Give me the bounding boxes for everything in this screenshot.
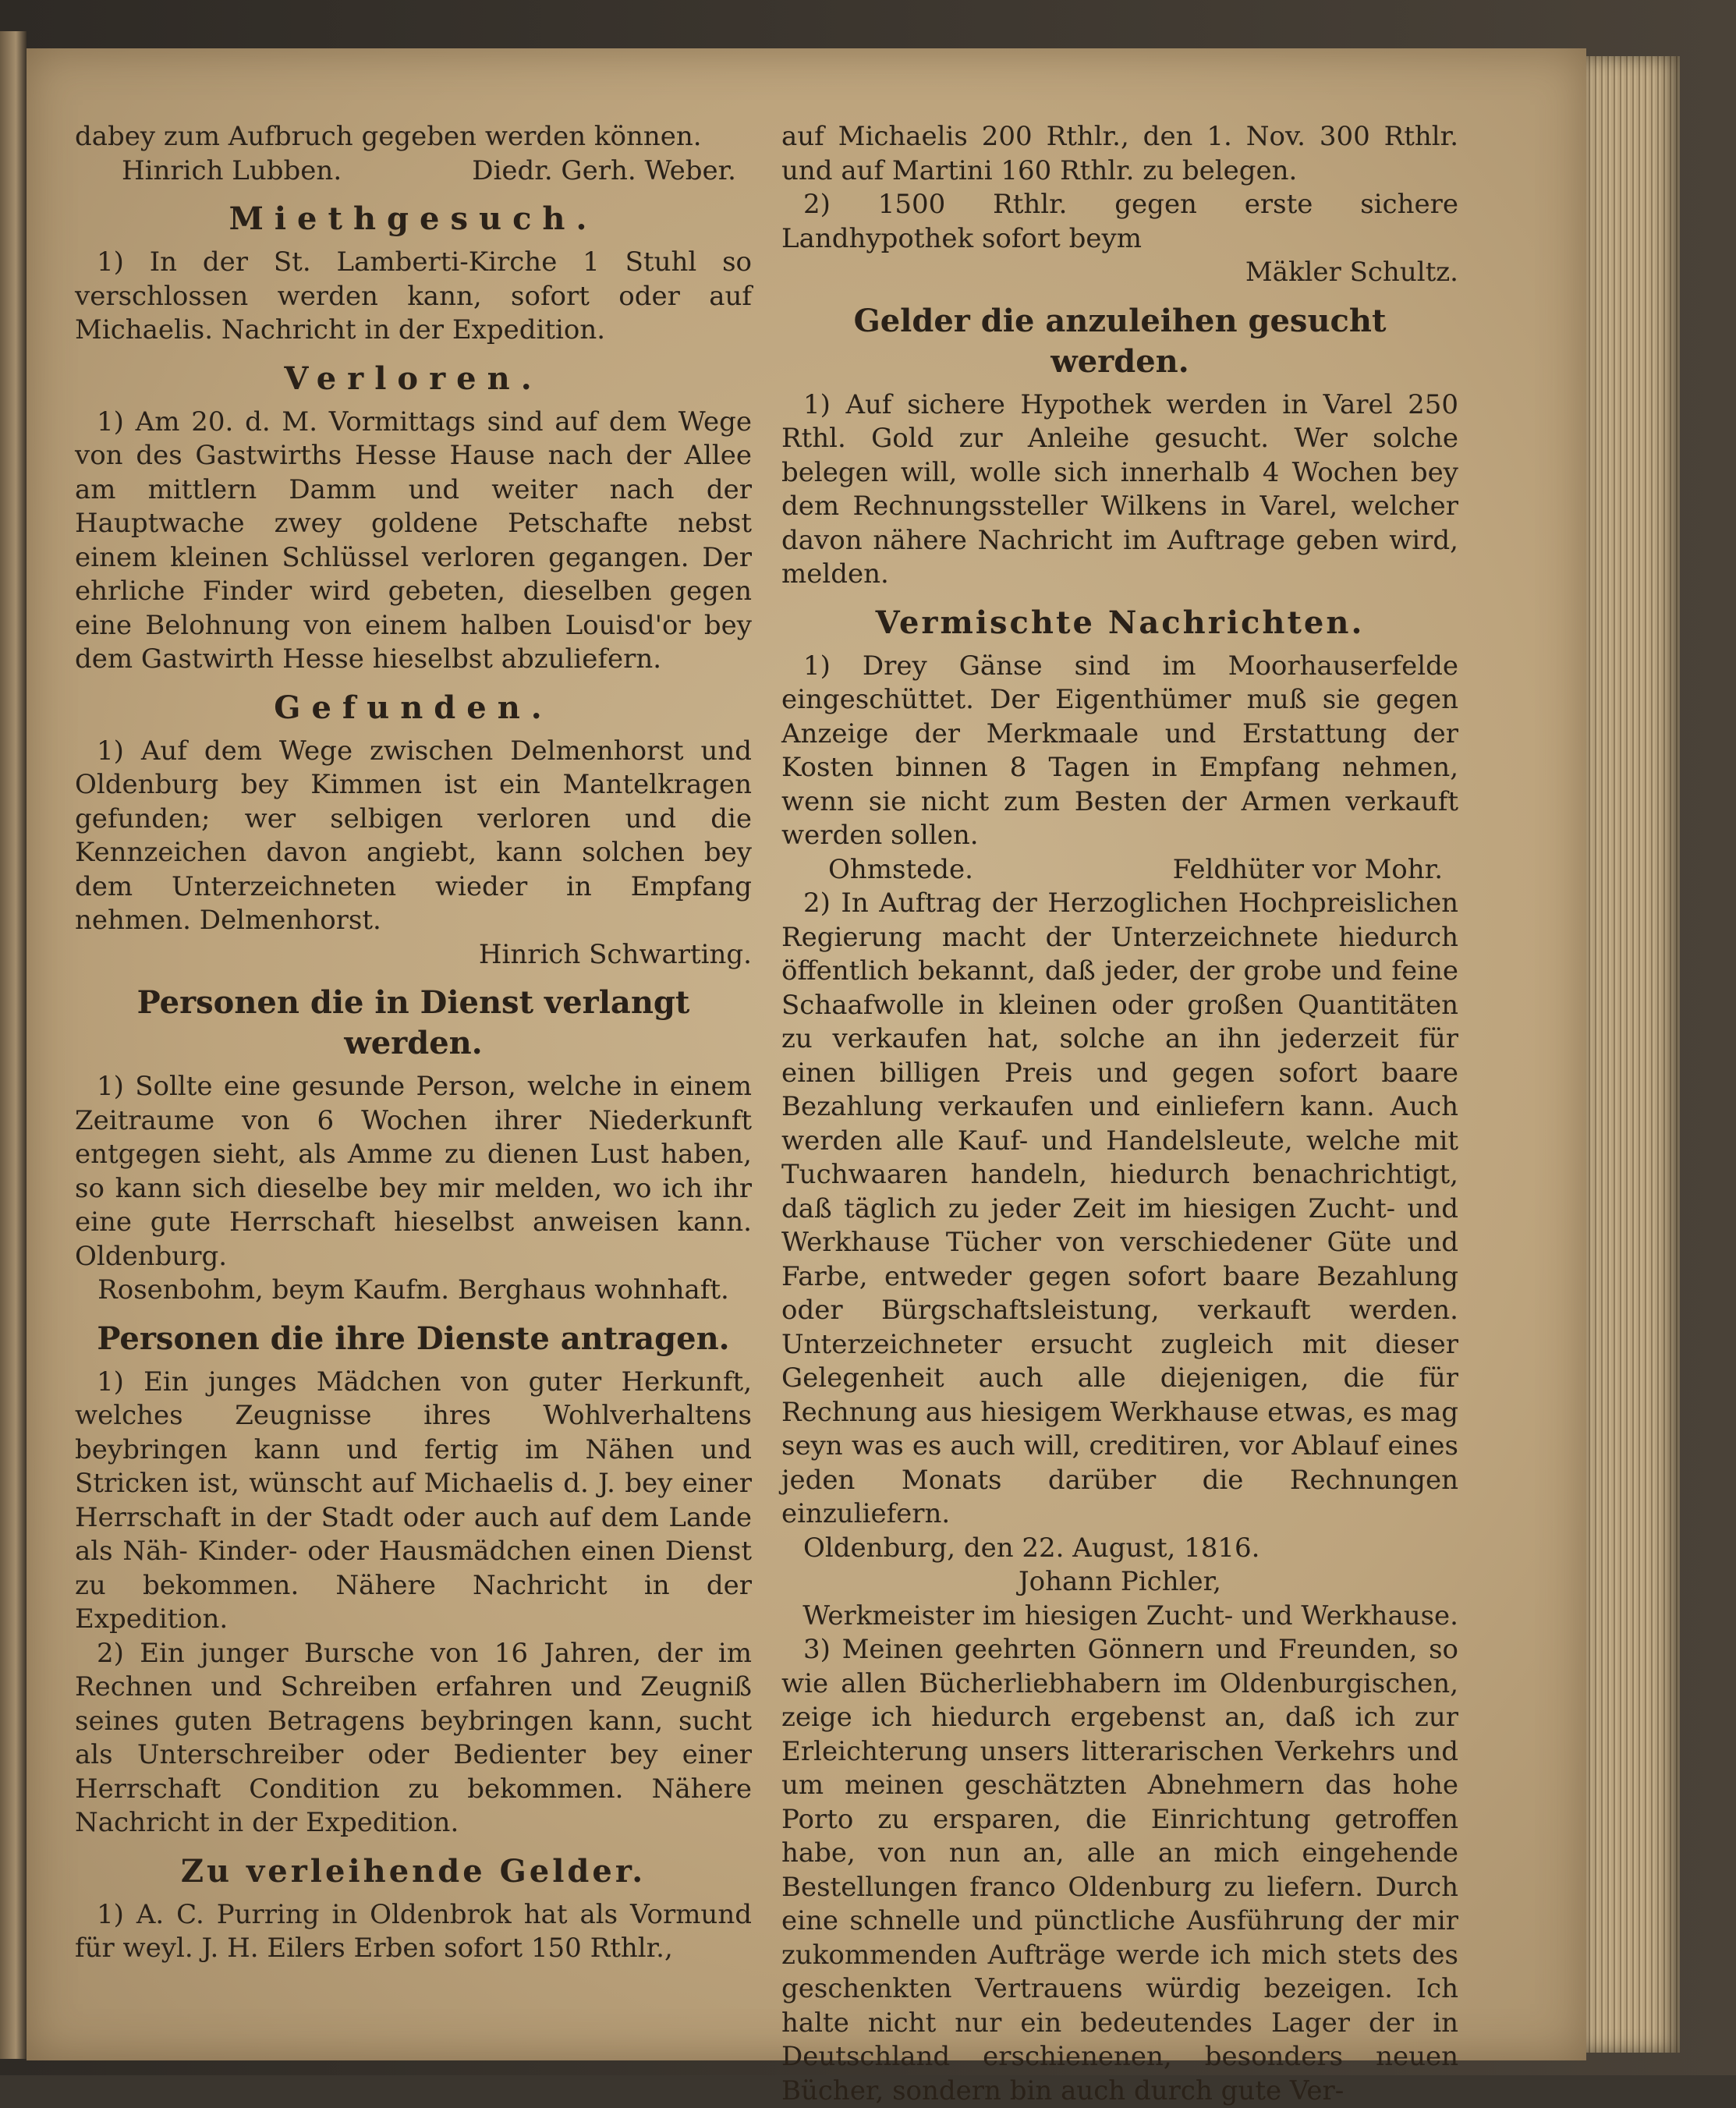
right-column — [781, 120, 1458, 2108]
signature: Diedr. Gerh. Weber. — [472, 154, 736, 186]
newspaper-page — [27, 48, 1586, 2106]
continued-text: dabey zum Aufbruch gegeben werden können. — [75, 121, 702, 152]
notice-paragraph: 1) Drey Gänse sind im Moorhauserfelde eingeschüttet. Der Eigenthümer muß sie gegen Anzeige der Merkmaale und Erstattung der Kosten binnen 8 Tagen in Empfang nehmen, wenn sie nicht zum Besten der Armen verkauft werden sollen. — [781, 650, 1458, 851]
signature-line — [75, 154, 752, 189]
signature: Hinrich Lubben. — [122, 154, 342, 186]
signature: Johann Pichler, — [1019, 1566, 1221, 1597]
previous-page-edge — [0, 31, 27, 2059]
section-heading-personen-antragen: Personen die ihre Dienste antragen. — [97, 1320, 730, 1357]
section-heading-anzuleihen: Gelder die anzuleihen gesucht werden. — [853, 302, 1387, 380]
continued-text: auf Michaelis 200 Rthlr., den 1. Nov. 300 Rthlr. und auf Martini 160 Rthlr. zu belegen. — [781, 121, 1458, 186]
section-heading-verleihende-gelder: Zu verleihende Gelder. — [180, 1852, 647, 1890]
signature: Mäkler Schultz. — [1245, 257, 1458, 288]
notice-paragraph: 2) 1500 Rthlr. gegen erste sichere Landhypothek sofort beym — [781, 189, 1458, 254]
section-heading-miethgesuch: Miethgesuch. — [229, 200, 598, 237]
signature: Hinrich Schwarting. — [478, 938, 752, 970]
place-name: Ohmstede. — [828, 853, 973, 885]
notice-paragraph: 1) In der St. Lamberti-Kirche 1 Stuhl so verschlossen werden kann, sofort oder auf Michaelis. Nachricht in der Expedition. — [75, 246, 752, 345]
notice-paragraph: 1) Auf sichere Hypothek werden in Varel 250 Rthl. Gold zur Anleihe gesucht. Wer solche belegen will, wolle sich innerhalb 4 Wochen bey dem Rechnungssteller Wilkens in Varel, welcher davon nähere Nachricht im Auftrage geben wird, melden. — [781, 388, 1458, 590]
section-heading-gefunden: Gefunden. — [274, 689, 553, 726]
notice-paragraph: 1) A. C. Purring in Oldenbrok hat als Vormund für weyl. J. H. Eilers Erben sofort 150 Rthlr., — [75, 1898, 752, 1964]
section-heading-verloren: Verloren. — [284, 360, 543, 397]
notice-paragraph: 3) Meinen geehrten Gönnern und Freunden, so wie allen Bücherliebhabern im Oldenburgischen, zeige ich hiedurch ergebenst an, daß ich zur Erleichterung unsers litterarischen Verkehrs und um meinen geschätzten Abnehmern das hohe Porto zu ersparen, die Einrichtung getroffen habe, von nun an, alle an mich eingehende Bestellungen franco Oldenburg zu liefern. Durch eine schnelle und pünctliche Ausführung der mir zukommenden Aufträge werde ich mich stets des geschenkten Vertrauens würdig bezeigen. Ich halte nicht nur ein bedeutendes Lager der in Deutschland erschienenen, besonders neuen Bücher, sondern bin auch durch gute Ver- — [781, 1634, 1458, 2106]
signature: Feldhüter vor Mohr. — [1172, 853, 1443, 885]
section-heading-vermischte: Vermischte Nachrichten. — [875, 604, 1365, 641]
dateline: Oldenburg, den 22. August, 1816. — [803, 1532, 1260, 1564]
notice-paragraph: 2) In Auftrag der Herzoglichen Hochpreislichen Regierung macht der Unterzeichnete hiedurch öffentlich bekannt, daß jeder, der grobe und feine Schaafwolle in kleinen oder großen Quantitäten zu verkaufen hat, solche an ihn jederzeit für einen billigen Preis und gegen sofort baare Bezahlung verkaufen und einliefern kann. Auch werden alle Kauf- und Handelsleute, welche mit Tuchwaaren handeln, hiedurch benachrichtigt, daß täglich zu jeder Zeit im hiesigen Zucht- und Werkhause Tücher von verschiedener Güte und Farbe, entweder gegen sofort baare Bezahlung oder Bürgschaftsleistung, verkauft werden. Unterzeichneter ersucht zugleich mit dieser Gelegenheit auch alle diejenigen, die für Rechnung aus hiesigem Werkhause etwas, es mag seyn was es auch will, creditiren, vor Ablauf eines jeden Monats darüber die Rechnungen einzuliefern. — [781, 887, 1458, 1529]
notice-paragraph: 1) Auf dem Wege zwischen Delmenhorst und Oldenburg bey Kimmen ist ein Mantelkragen gefunden; wer selbigen verloren und die Kennzeichen davon angiebt, kann solchen bey dem Unterzeichneten wieder in Empfang nehmen. Delmenhorst. — [75, 735, 752, 936]
notice-paragraph: 2) Ein junger Bursche von 16 Jahren, der im Rechnen und Schreiben erfahren und Zeugniß seines guten Betragens beybringen kann, sucht als Unterschreiber oder Bedienter bey einer Herrschaft Condition zu bekommen. Nähere Nachricht in der Expedition. — [75, 1637, 752, 1838]
signature-line — [781, 853, 1458, 887]
signature: Rosenbohm, beym Kaufm. Berghaus wohnhaft. — [97, 1274, 729, 1306]
left-column — [75, 120, 752, 1966]
notice-paragraph: 1) Am 20. d. M. Vormittags sind auf dem Wege von des Gastwirths Hesse Hause nach der Allee am mittlern Damm und weiter nach der Hauptwache zwey goldene Petschafte nebst einem kleinen Schlüssel verloren gegangen. Der ehrliche Finder wird gebeten, dieselben gegen eine Belohnung von einem halben Louisd'or bey dem Gastwirth Hesse hieselbst abzuliefern. — [75, 406, 752, 675]
page-stack-edge — [1586, 56, 1680, 2053]
notice-paragraph: 1) Sollte eine gesunde Person, welche in einem Zeitraume von 6 Wochen ihrer Niederkunft entgegen sieht, als Amme zu dienen Lust haben, so kann sich dieselbe bey mir melden, wo ich ihr eine gute Herrschaft hieselbst anweisen kann. Oldenburg. — [75, 1071, 752, 1272]
section-heading-personen-dienst: Personen die in Dienst verlangt werden. — [136, 984, 690, 1061]
notice-paragraph: 1) Ein junges Mädchen von guter Herkunft, welches Zeugnisse ihres Wohlverhaltens beybringen kann und fertig im Nähen und Stricken ist, wünscht auf Michaelis d. J. bey einer Herrschaft in der Stadt oder auch auf dem Lande als Näh- Kinder- oder Hausmädchen einen Dienst zu bekommen. Nähere Nachricht in der Expedition. — [75, 1366, 752, 1635]
signature-title: Werkmeister im hiesigen Zucht- und Werkhause. — [802, 1600, 1458, 1631]
